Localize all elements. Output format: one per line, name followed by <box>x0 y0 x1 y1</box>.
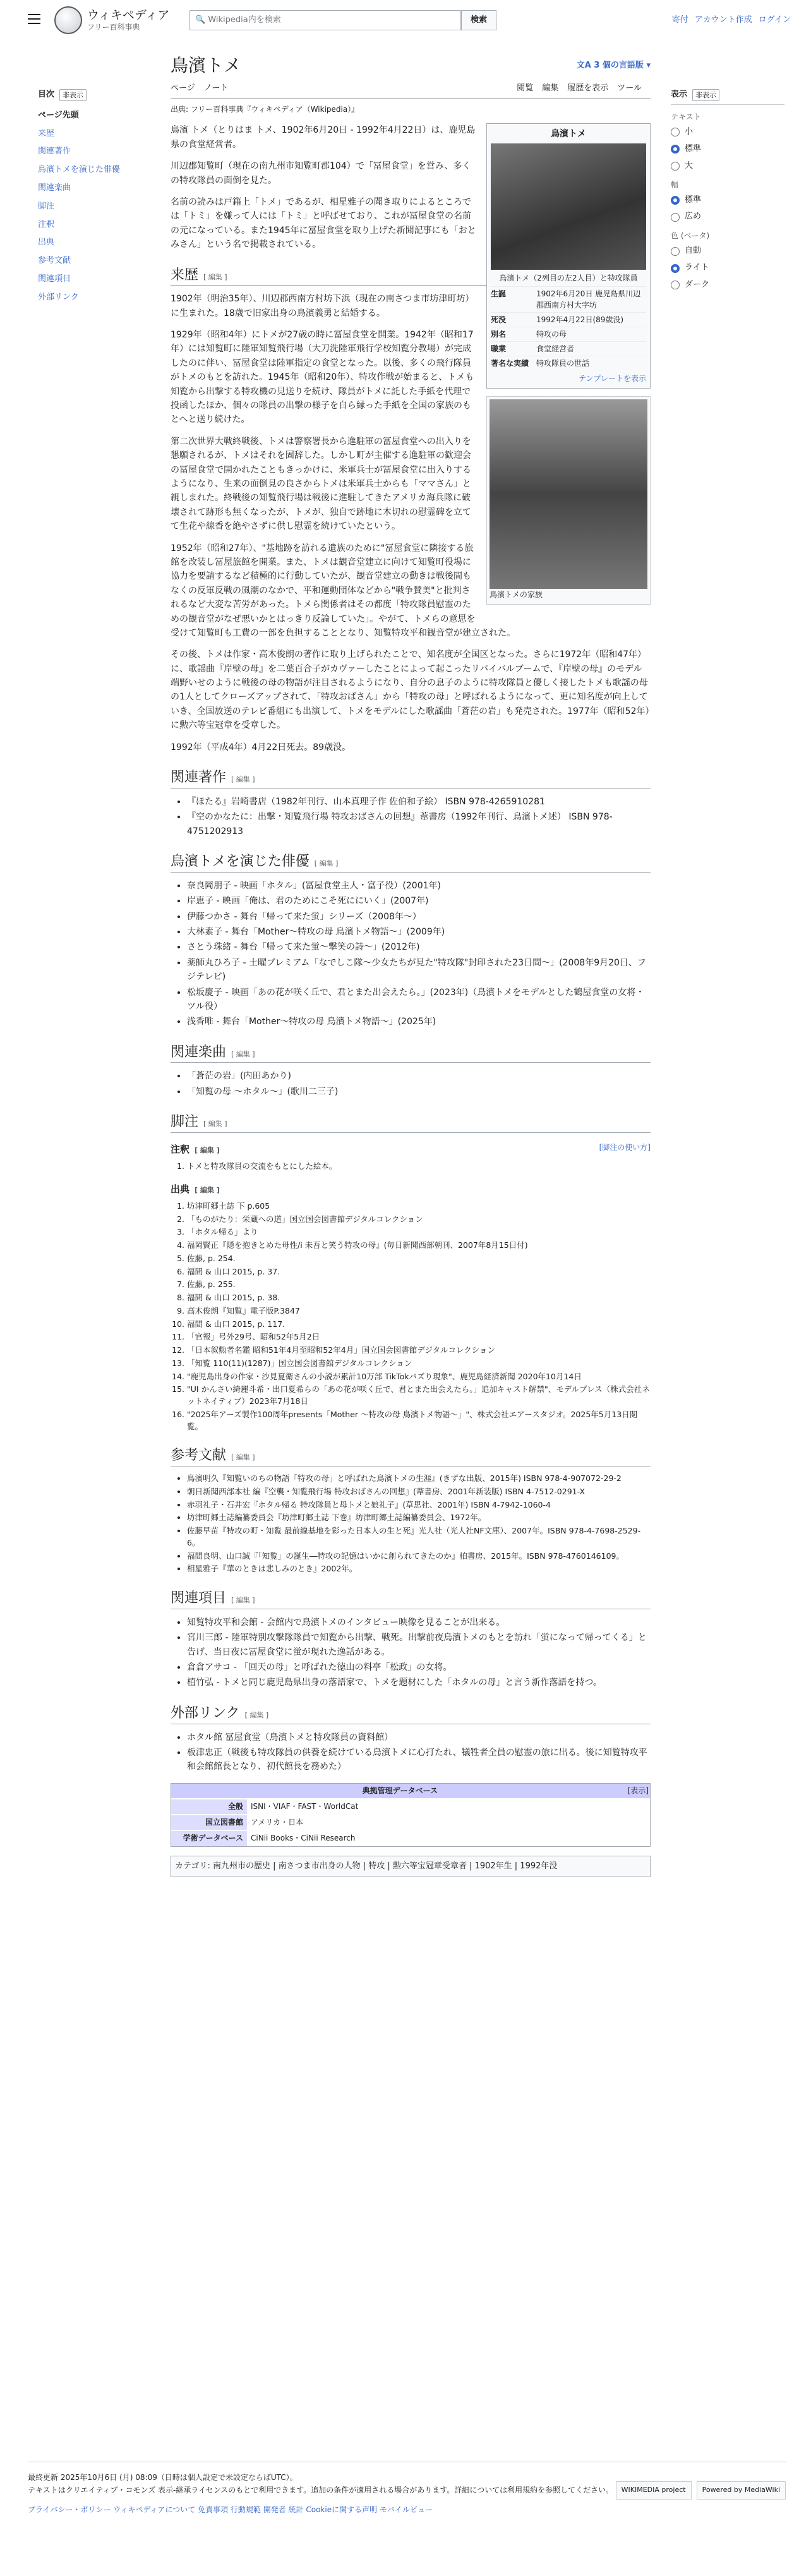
template-link[interactable]: テンプレートを表示 <box>579 374 646 384</box>
source-item: 10. 福間 & 山口 2015, p. 117. <box>187 1319 651 1331</box>
categories[interactable]: カテゴリ: 南九州市の歴史 | 南さつま市出身の人物 | 特攻 | 勲六等宝冠章受章者 | 1902年生 | 1992年没 <box>171 1856 651 1878</box>
infobox-row <box>491 341 646 356</box>
section-heading: 関連著作 [ 編集 ] <box>171 768 651 789</box>
navbox-value[interactable]: ISNI・VIAF・FAST・WorldCat <box>251 1802 359 1811</box>
footer-links[interactable]: プライバシー・ポリシー ウィキペディアについて 免責事項 行動規範 開発者 統計 Cookieに関する声明 モバイルビュー <box>28 2505 433 2514</box>
radio-option[interactable] <box>671 210 784 224</box>
search-input[interactable]: 🔍 Wikipedia内を検索 <box>189 10 461 30</box>
page-title: 鳥濱トメ <box>171 55 241 76</box>
edit-link[interactable]: [ 編集 ] <box>231 775 255 784</box>
radio-icon <box>671 145 680 154</box>
navbox-row <box>171 1814 650 1830</box>
section-heading: 外部リンク [ 編集 ] <box>171 1704 651 1724</box>
history-paragraph: 1929年（昭和4年）にトメが27歳の時に冨屋食堂を開業。1942年（昭和17年）には知覧町に陸軍知覧飛行場（大刀洗陸軍飛行学校知覧分教場）が完成したのに伴い、冨屋食堂は陸軍指定の食堂となった。以後、多くの飛行隊員がトメのもとを訪れた。1945年（昭和20年）、特攻作戦が始まると、トメも知覧から出撃する特攻機の見送りを続け、隊員がトメに託した手紙を代理で投函したほか、個々の隊員の出撃の様子を自ら縁った手紙を全国の家族のもとへと送り続けた。 <box>171 330 474 425</box>
notes-list <box>187 1161 651 1173</box>
authority-navbox: 典拠管理データベース [表示] 全般 ISNI・VIAF・FAST・WorldCat 国立図書館 アメリカ・日本 学術データベース CiNii Books・CiNii Research <box>171 1783 651 1847</box>
history-paragraph: 第二次世界大戦終戦後、トメは警察署長から進駐軍の冨屋食堂への出入りを懇願されるが、トメはそれを固辞した。しかし町が主催する進駐軍の歓迎会の冨屋食堂で開かれたこともきっかけに、米軍兵士が冨屋食堂に出入りするようになり、生来の面倒見の良さからトメは米軍兵士からも「ママさん」と親しまれた。終戦後の知覧飛行場は戦後に進駐してきたアメリカ海兵隊に破壊されて跡形も無くなったが、トメが、独自で跡地に木切れの慰霊碑を立てて生花や線香を絶やさずに供し慰霊を続けていたという。 <box>171 436 471 532</box>
navbox-key: 学術データベース <box>171 1831 247 1846</box>
source-item: 6. 福間 & 山口 2015, p. 37. <box>187 1266 651 1278</box>
toc-title: 目次 <box>38 90 55 99</box>
actors-list <box>187 879 651 1029</box>
music-list <box>187 1069 651 1099</box>
toc-item[interactable]: 関連著作 <box>38 147 71 157</box>
source-item: 13. 「知覧 110(11)(1287)」国立国会図書館デジタルコレクション <box>187 1358 651 1370</box>
actor-item: • 伊藤つかさ - 舞台「帰って来た蛍」シリーズ（2008年〜） <box>187 910 651 924</box>
family-photo[interactable] <box>490 399 647 589</box>
edit-link[interactable]: [ 編集 ] <box>314 859 339 868</box>
edit-link[interactable]: [ 編集 ] <box>195 1185 220 1194</box>
source-item: 11. 「官報」号外29号、昭和52年5月2日 <box>187 1331 651 1343</box>
section-heading: 来歴 [ 編集 ] <box>171 266 651 286</box>
radio-option[interactable] <box>671 245 784 258</box>
navbox-key: 国立図書館 <box>171 1815 247 1830</box>
tab-read[interactable]: 閲覧 <box>517 83 534 94</box>
infobox <box>486 123 651 389</box>
radio-label: 広め <box>685 212 702 222</box>
infobox-value: 1902年6月20日 鹿児島県川辺郡西南方村大字坊 <box>536 289 641 310</box>
sidebar-title: 表示 <box>671 90 688 99</box>
radio-option[interactable] <box>671 160 784 173</box>
wikipedia-globe-icon <box>54 6 82 34</box>
section-heading: 関連楽曲 [ 編集 ] <box>171 1043 651 1063</box>
wiki-tagline: フリー百科事典 <box>87 23 140 32</box>
history-paragraph: 1992年（平成4年）4月22日死去。89歳没。 <box>171 742 351 753</box>
tab-edit[interactable]: 編集 <box>542 83 559 94</box>
radio-option[interactable] <box>671 143 784 156</box>
edit-link[interactable]: [ 編集 ] <box>231 1596 255 1605</box>
last-updated: 最終更新 2025年10月6日 (月) 08:09（日時は個人設定で未設定ならばUTC）。 <box>28 2473 297 2482</box>
history-paragraph: 1952年（昭和27年）、"基地跡を訪れる遺族のために"冨屋食堂に隣接する旅館を改装し冨屋旅館を開業。また、トメは観音堂建立に向けて知覧町役場に協力を要請するなど積極的に行動していたが、観音堂建立の動きは戦後間もなくの反軍反戦の風潮のなかで、平和運動団体などから"戦争賛美"と批判されるなど大変な苦労があった。トメら関係者はその都度「特攻隊員慰霊のための観音堂がなぜ悪いかとはっきり反論していた」。やがて、トメらの意思を受けて知覧町も工費の一部を負担することとなり、知覧特攻平和観音堂が建立された。 <box>171 543 515 638</box>
infobox-value: 食堂経営者 <box>536 344 575 354</box>
radio-label: 標準 <box>685 195 702 205</box>
source-item: 1. 坊津町郷土誌 下 p.605 <box>187 1200 651 1212</box>
logo[interactable] <box>54 6 169 34</box>
infobox-value: 1992年4月22日(89歳没) <box>536 315 624 325</box>
subsection-heading: 出典 [ 編集 ] <box>171 1183 220 1195</box>
mediawiki-badge[interactable]: Powered by MediaWiki <box>697 2481 786 2500</box>
radio-label: ライト <box>685 263 709 273</box>
header <box>0 0 811 40</box>
figure-caption: 鳥濱トメの家族 <box>490 590 543 600</box>
intro-paragraph: 名前の読みは戸籍上「トメ」であるが、相星雅子の聞き取りによるところでは「トミ」を嫌って人には「トミ」と呼ばせており、これが冨屋食堂の名前の元になっている。また1945年に冨屋食堂を取り上げた新聞記事にも「おとみさん」という名で掲載されている。 <box>171 197 476 250</box>
edit-link[interactable]: [ 編集 ] <box>203 1120 227 1128</box>
infobox-key: 職業 <box>491 344 507 354</box>
article <box>171 54 651 1887</box>
subsection-heading: 注釈 [ 編集 ] [脚注の使い方] <box>171 1143 651 1156</box>
section-heading: 脚注 [ 編集 ] <box>171 1113 651 1133</box>
related-item: • 植竹弘 - トメと同じ鹿児島県出身の落語家で、トメを題材にした「ホタルの母」と言う新作落語を持つ。 <box>187 1676 651 1690</box>
radio-icon <box>671 281 680 289</box>
infobox-key: 別名 <box>491 330 507 339</box>
source-item: 9. 高木俊朗『知覧』電子版P.3847 <box>187 1305 651 1317</box>
radio-label: ダーク <box>685 279 710 289</box>
header-links <box>672 14 791 27</box>
actor-item: • 奈良岡朋子 - 映画「ホタル」(冨屋食堂主人・富子役）(2001年) <box>187 879 651 893</box>
sidebar-hide-button[interactable]: 非表示 <box>692 89 719 102</box>
source-item: 3. 「ホタル帰る」より <box>187 1226 651 1238</box>
toc-item[interactable]: 参考文献 <box>38 256 71 266</box>
works-list <box>187 795 651 838</box>
donate-link[interactable]: 寄付 <box>671 15 688 25</box>
radio-icon <box>671 264 680 273</box>
note-item: 1. トメと特攻隊員の交流をもとにした絵本。 <box>187 1161 651 1173</box>
option-group-label: テキスト <box>671 112 701 121</box>
infobox-row <box>491 327 646 341</box>
radio-icon <box>671 247 680 256</box>
license-text: テキストはクリエイティブ・コモンズ 表示-継承ライセンスのもとで利用できます。追加の条件が適用される場合があります。詳細については利用規約を参照してください。 <box>28 2486 614 2495</box>
history-paragraph: 1902年（明治35年）、川辺郡西南方村坊下浜（現在の南さつま市坊津町坊）に生まれた。18歳で旧家出身の鳥濱義勇と結婚する。 <box>171 294 474 318</box>
source-item: 8. 福間 & 山口 2015, p. 38. <box>187 1292 651 1304</box>
infobox-row <box>491 286 646 312</box>
actor-item: • 浅香唯 - 舞台「Mother〜特攻の母 鳥濱トメ物語〜」(2025年) <box>187 1015 651 1029</box>
radio-label: 自動 <box>685 246 702 256</box>
footnote-help-link[interactable]: [脚注の使い方] <box>599 1143 651 1152</box>
actor-item: • 松坂慶子 - 映画「あの花が咲く丘で、君とまた出会えたら。」(2023年)（鳥濱トメをモデルとした鶴屋食堂の女将・ツル役） <box>187 986 651 1014</box>
infobox-row <box>491 312 646 327</box>
navbox-value[interactable]: CiNii Books・CiNii Research <box>251 1834 356 1843</box>
tab-page[interactable]: ページ <box>171 83 195 94</box>
external-item: • 板津忠正（戦後も特攻隊員の供養を続けている鳥濱トメに心打たれ、犠牲者全員の慰霊の旅に出る。後に知覧特攻平和会館館長となり、初代館長を務めた） <box>187 1746 651 1774</box>
radio-option[interactable] <box>671 194 784 207</box>
search-icon: 🔍 <box>195 15 208 25</box>
radio-option[interactable] <box>671 126 784 139</box>
source-item: 4. 福岡賢正『隠を抱きとめた母性/i 未吾と笑う特攻の母』(毎日新聞西部朝刊、2007年8月15日付) <box>187 1240 651 1252</box>
tab-history[interactable]: 履歴を表示 <box>567 83 609 94</box>
option-group-label: 色 (ベータ) <box>671 231 710 241</box>
toc-item[interactable]: 脚注 <box>38 201 55 211</box>
section-heading: 参考文献 [ 編集 ] <box>171 1446 651 1466</box>
source-line: 出典: フリー百科事典『ウィキペディア（Wikipedia）』 <box>171 105 359 114</box>
source-item: 2. 「ものがたり：栄蔵への道」国立国会図書館デジタルコレクション <box>187 1214 651 1226</box>
related-item: • 宮川三郎 - 陸軍特別攻撃隊隊員で知覧から出撃、戦死。出撃前夜鳥濱トメのもとを訪れ「蛍になって帰ってくる」と告げ、当日夜に冨屋食堂に蛍が現れた逸話がある。 <box>187 1631 651 1659</box>
edit-link[interactable]: [ 編集 ] <box>244 1710 269 1719</box>
radio-icon <box>671 162 680 171</box>
radio-label: 標準 <box>685 143 702 154</box>
source-item: 7. 佐藤, p. 255. <box>187 1279 651 1291</box>
toc-item[interactable]: 関連楽曲 <box>38 183 71 193</box>
intro-paragraph: 川辺郡知覧町（現在の南九州市知覧町郡104）で「冨屋食堂」を営み、多くの特攻隊員の面倒を見た。 <box>171 161 471 186</box>
radio-option[interactable] <box>671 279 784 292</box>
footer <box>28 2462 786 2516</box>
infobox-caption: 鳥濱トメ（2列目の左2人目）と特攻隊員 <box>499 274 638 283</box>
toc-subitem[interactable]: 注釈 <box>38 219 55 229</box>
edit-link[interactable]: [ 編集 ] <box>231 1453 255 1462</box>
appearance-sidebar <box>671 88 784 296</box>
actor-item: • 岸恵子 - 映画「俺は、君のためにこそ死ににいく」(2007年) <box>187 894 651 908</box>
infobox-key: 生誕 <box>491 289 507 299</box>
toc-item[interactable]: ページ先頭 <box>38 110 79 120</box>
radio-label: 小 <box>685 126 694 136</box>
navbox-key: 全般 <box>171 1799 247 1814</box>
navbox-value[interactable]: アメリカ・日本 <box>251 1818 304 1827</box>
bib-item: • 佐藤早苗『特攻の町・知覧 最前線基地を彩った日本人の生と死』光人社（光人社NF文庫）、2007年。ISBN 978-4-7698-2529-6。 <box>187 1525 651 1549</box>
source-item: 5. 佐藤, p. 254. <box>187 1253 651 1265</box>
option-group-label: 幅 <box>671 180 679 190</box>
infobox-key: 死没 <box>491 315 507 325</box>
search-button[interactable]: 検索 <box>461 10 496 30</box>
radio-option[interactable] <box>671 262 784 275</box>
page-tabs <box>171 82 651 99</box>
section-heading: 鳥濱トメを演じた俳優 [ 編集 ] <box>171 852 651 873</box>
toc-hide-button[interactable]: 非表示 <box>59 89 87 102</box>
wikimedia-badge[interactable]: WIKIMEDIA project <box>616 2481 692 2500</box>
table-of-contents <box>38 88 133 307</box>
related-list <box>187 1616 651 1690</box>
source-item: 14. "鹿児島出身の作家・沙見夏衛さんの小説が累計10万部 TikTokバズり現象"、鹿児島経済新聞 2020年10月14日 <box>187 1371 651 1383</box>
language-button[interactable]: 文A 3 個の言語版 ▾ <box>576 61 651 70</box>
menu-icon[interactable] <box>28 14 40 24</box>
infobox-title: 鳥濱トメ <box>551 129 586 140</box>
tab-tools[interactable]: ツール <box>617 83 642 94</box>
work-item: • 『空のかなたに：出撃・知覧飛行場 特攻おばさんの回想』葦書房（1992年刊行、鳥濱トメ述） ISBN 978-4751202913 <box>187 810 651 838</box>
bib-item: • 相星雅子『華のときは悲しみのとき』2002年。 <box>187 1563 651 1575</box>
infobox-value: 特攻の母 <box>536 330 567 339</box>
sources-list <box>187 1200 651 1433</box>
edit-link[interactable]: [ 編集 ] <box>203 272 227 281</box>
external-item: • ホタル館 冨屋食堂（鳥濱トメと特攻隊員の資料館） <box>187 1731 651 1745</box>
toc-item[interactable]: 外部リンク <box>38 292 79 302</box>
external-list <box>187 1731 651 1774</box>
related-item: • 知覧特攻平和会館 - 会館内で鳥濱トメのインタビュー映像を見ることが出来る。 <box>187 1616 651 1630</box>
section-heading: 関連項目 [ 編集 ] <box>171 1589 651 1609</box>
work-item: • 『ほたる』岩崎書店（1982年刊行、山本真理子作 佐伯和子絵） ISBN 978-4265910281 <box>187 795 651 809</box>
create-account-link[interactable]: アカウント作成 <box>694 15 752 25</box>
login-link[interactable]: ログイン <box>758 15 791 25</box>
bib-item: • 朝日新聞西部本社 編『空襲・知覧飛行場 特攻おばさんの回想』(葦書房、2001年新装版) ISBN 4-7512-0291-X <box>187 1486 651 1498</box>
source-item: 15. "UI かんさい綺麗斗希・出口夏希らの「あの花が咲く丘で、君とまた出会えたら。」追加キャスト解禁"、モデルプレス（株式会社ネットネイティブ）2023年7月18日 <box>187 1384 651 1408</box>
toc-subitem[interactable]: 出典 <box>38 238 55 248</box>
actor-item: • さとう珠緒 - 舞台「帰って来た蛍〜撃笑の詩〜」(2012年) <box>187 940 651 954</box>
navbox-row <box>171 1798 650 1814</box>
infobox-row <box>491 356 646 370</box>
toc-item[interactable]: 鳥濱トメを演じた俳優 <box>38 165 120 175</box>
navbox-row <box>171 1830 650 1846</box>
music-item: • 「蒼茫の岩」(内田あかり) <box>187 1069 651 1083</box>
actor-item: • 薬師丸ひろ子 - 土曜プレミアム「なでしこ隊〜少女たちが見た"特攻隊"封印された23日間〜」(2008年9月20日、フジテレビ) <box>187 956 651 984</box>
edit-link[interactable]: [ 編集 ] <box>231 1049 255 1058</box>
bib-item: • 福間良明、山口誠『「知覧」の誕生―特攻の記憶はいかに創られてきたのか』柏書房、2015年。ISBN 978-4760146109。 <box>187 1551 651 1563</box>
bib-item: • 坊津町郷土誌編纂委員会『坊津町郷土誌 下巻』坊津町郷土誌編纂委員会、1972年。 <box>187 1512 651 1524</box>
related-item: • 倉倉アサコ - 「回天の母」と呼ばれた徳山の料亭「松政」の女将。 <box>187 1660 651 1674</box>
toc-item[interactable]: 来歴 <box>38 128 55 138</box>
intro-paragraph: 鳥濱 トメ（とりはま トメ、1902年6月20日 - 1992年4月22日）は、鹿児島県の食堂経営者。 <box>171 125 476 150</box>
bib-item: • 赤羽礼子・石井宏『ホタル帰る 特攻隊員と母トメと娘礼子』(草思社、2001年) ISBN 4-7942-1060-4 <box>187 1499 651 1511</box>
bibliography-list <box>187 1473 651 1575</box>
toc-item[interactable]: 関連項目 <box>38 274 71 284</box>
wiki-name: ウィキペディア <box>87 8 170 22</box>
source-item: 16. "2025年アーズ製作100周年presents「Mother 〜特攻の母 鳥濱トメ物語〜」"、株式会社エアースタジオ。2025年5月13日閲覧。 <box>187 1409 651 1433</box>
family-figure <box>486 396 651 604</box>
infobox-key: 著名な実績 <box>491 359 529 368</box>
radio-label: 大 <box>685 160 694 171</box>
radio-icon <box>671 196 680 205</box>
history-paragraph: その後、トメは作家・高木俊朗の著作に取り上げられたことで、知名度が全国区となった。さらに1972年（昭和47年）に、歌謡曲『岸壁の母』を二葉百合子がカヴァーしたことによって起こったリバイバルブームで、『岸壁の母』のモデル端野いせのように戦後の母の物語が注目されるようになり、自分の息子のように特攻隊員と優しく接したトメも歌謡の母の1人としてクローズアップされて、「特攻おばさん」から「特攻の母」と呼ばれるようになって、更に知名度が向上していき、全国放送のテレビ番組にも出演して、トメをモデルにした歌謡曲「蒼茫の岩」も発売された。1977年（昭和52年）に勲六等宝冠章を受章した。 <box>171 650 650 731</box>
infobox-value: 特攻隊員の世話 <box>536 359 590 368</box>
radio-icon <box>671 128 680 136</box>
bib-item: • 鳥濱明久『知覧いのちの物語「特攻の母」と呼ばれた鳥濱トメの生涯』(きずな出版、2015年) ISBN 978-4-907072-29-2 <box>187 1473 651 1485</box>
portrait-photo[interactable] <box>491 143 646 270</box>
navbox-toggle[interactable]: [表示] <box>627 1786 649 1795</box>
source-item: 12. 「日本叙勲者名鑑 昭和51年4月至昭和52年4月」国立国会図書館デジタルコレクション <box>187 1345 651 1357</box>
tab-talk[interactable]: ノート <box>203 83 229 94</box>
edit-link[interactable]: [ 編集 ] <box>195 1146 220 1155</box>
music-item: • 「知覧の母 〜ホタル〜」(歌川二三子) <box>187 1085 651 1099</box>
radio-icon <box>671 213 680 222</box>
actor-item: • 大林素子 - 舞台「Mother〜特攻の母 鳥濱トメ物語〜」(2009年) <box>187 925 651 939</box>
